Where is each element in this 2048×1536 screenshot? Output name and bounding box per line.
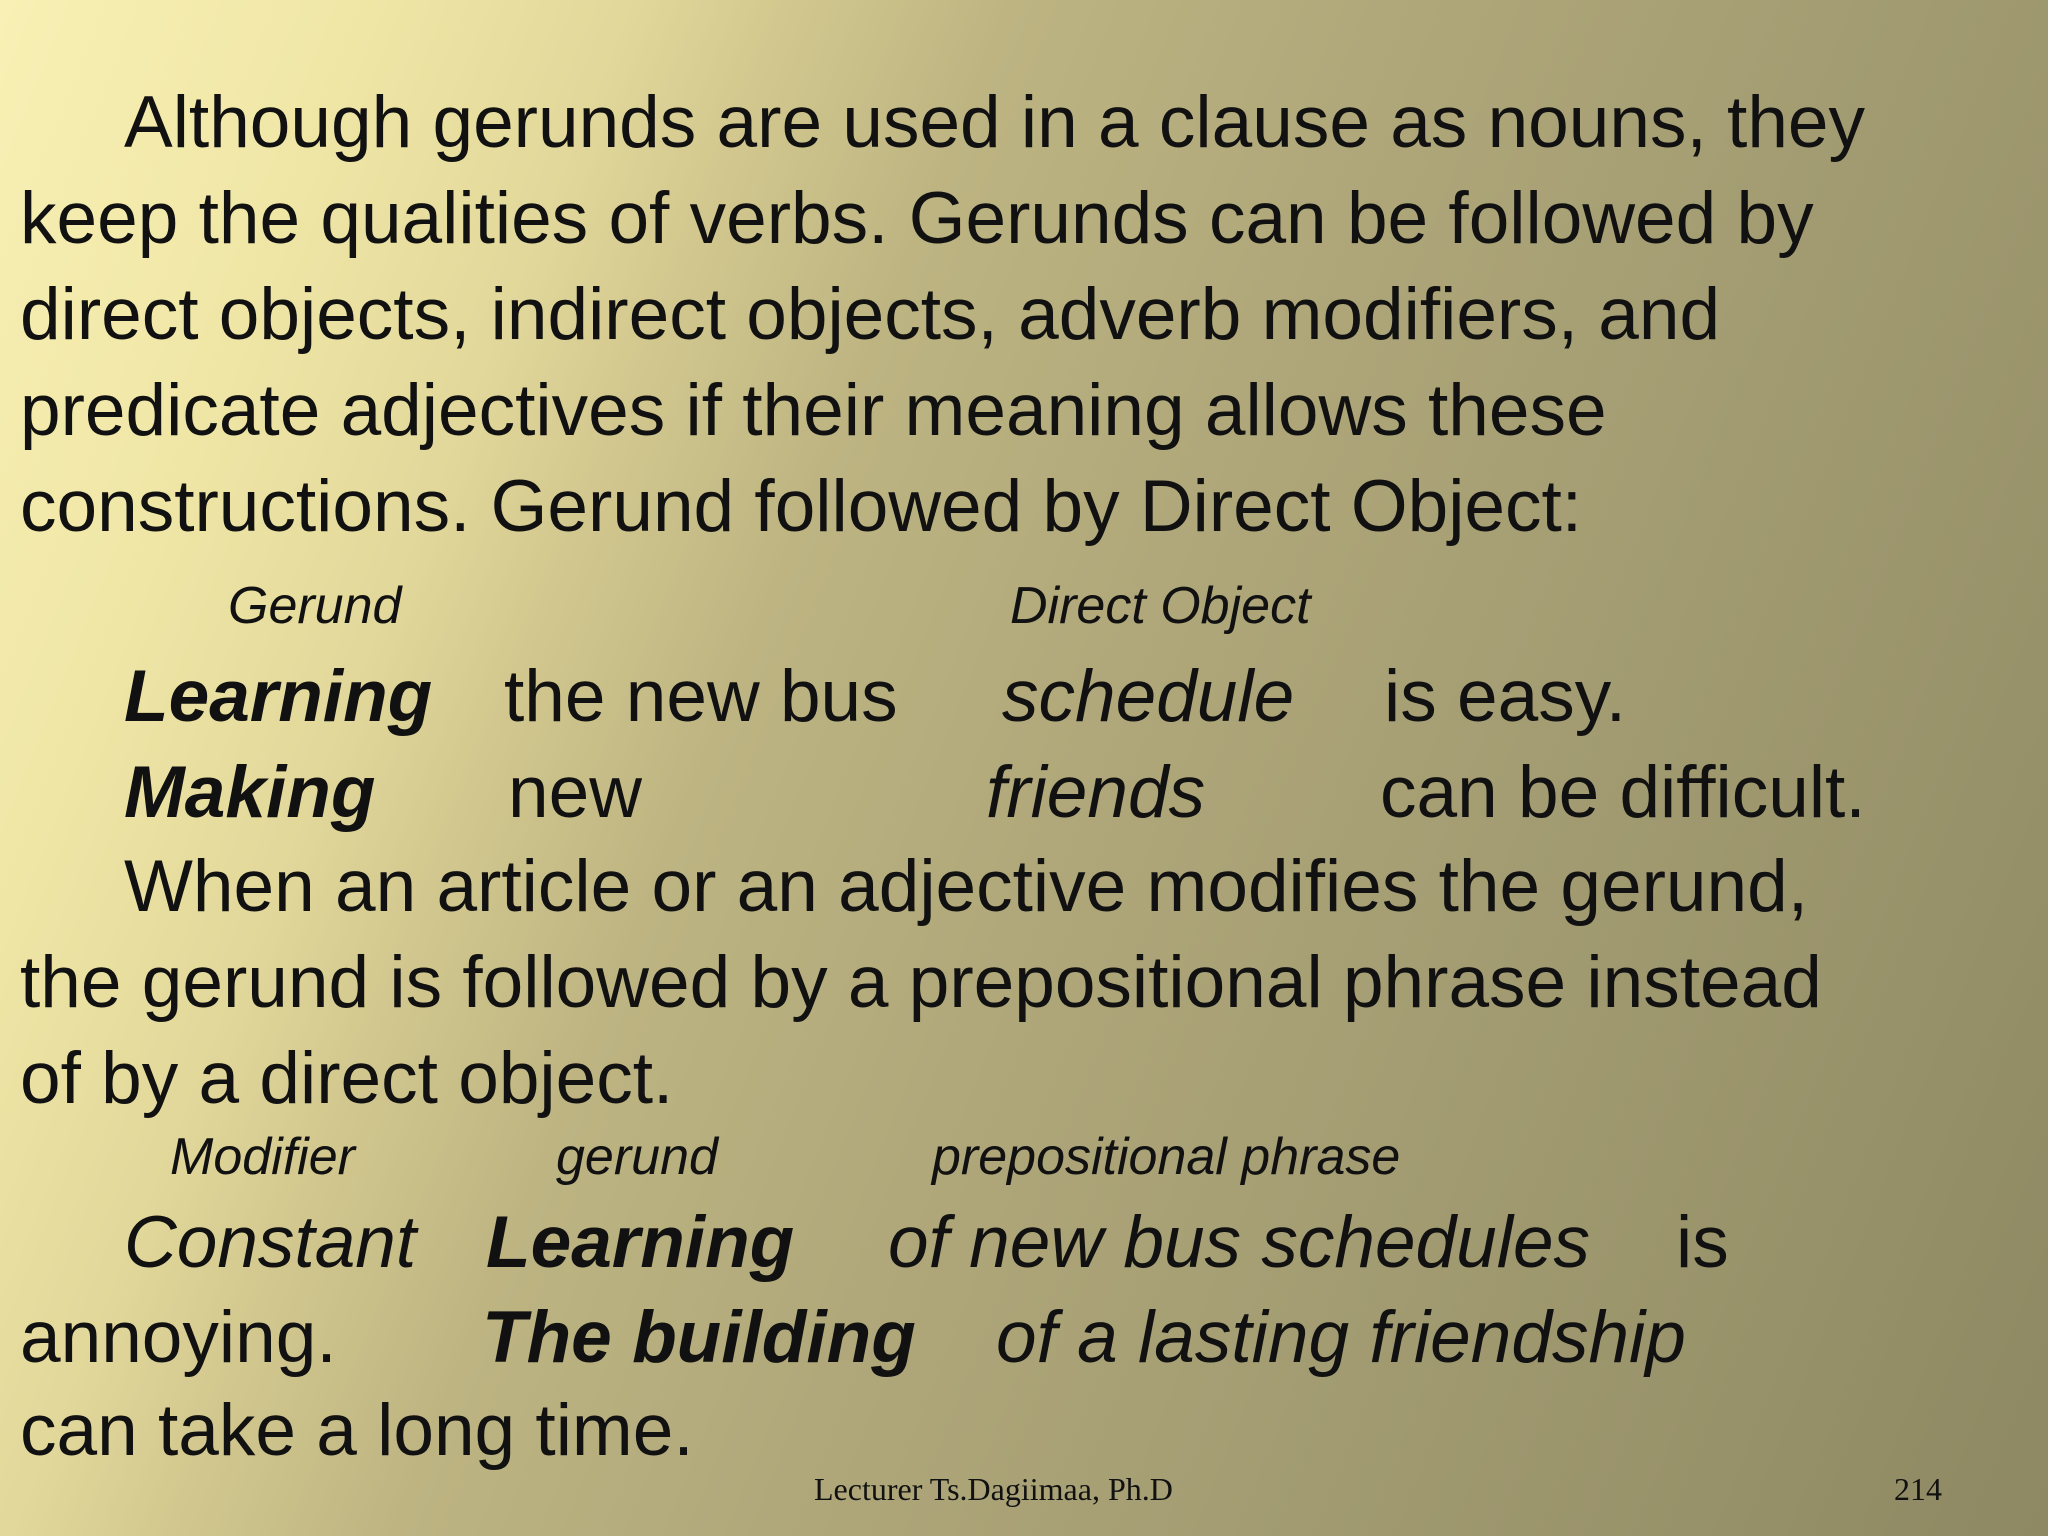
label-gerund: Gerund xyxy=(228,577,402,635)
label-direct-object: Direct Object xyxy=(1010,577,1311,635)
example2-gerund: Learning xyxy=(486,1202,795,1283)
label-modifier: Modifier xyxy=(170,1128,355,1186)
label-prepositional-phrase: prepositional phrase xyxy=(932,1128,1401,1186)
example1-row2-rest: can be difficult. xyxy=(1380,752,1866,833)
example2-line3: can take a long time. xyxy=(20,1390,694,1471)
example1-row1-gerund: Learning xyxy=(124,656,433,737)
footer-page-number: 214 xyxy=(1894,1471,1942,1507)
paragraph1-line-2: keep the qualities of verbs. Gerunds can be followed by xyxy=(20,178,1814,259)
paragraph1-line-3: direct objects, indirect objects, adverb modifiers, and xyxy=(20,274,1721,355)
example2-tail: is xyxy=(1676,1202,1729,1283)
paragraph2-line-1: When an article or an adjective modifies the gerund, xyxy=(124,846,1808,927)
example1-row2-object: friends xyxy=(986,752,1206,833)
paragraph2-line-3: of by a direct object. xyxy=(20,1038,674,1119)
example2-phrase2: of a lasting friendship xyxy=(996,1297,1686,1378)
example2-modifier: Constant xyxy=(124,1202,417,1283)
paragraph1-line-5: constructions. Gerund followed by Direct Object: xyxy=(20,466,1583,547)
paragraph1-line-1: Although gerunds are used in a clause as nouns, they xyxy=(124,82,1866,163)
paragraph2-line-2: the gerund is followed by a prepositional phrase instead xyxy=(20,942,1822,1023)
example1-row1-object: schedule xyxy=(1002,656,1295,737)
example2-line2-start: annoying. xyxy=(20,1297,337,1378)
example1-row2-middle: new xyxy=(508,752,642,833)
example1-row1-middle: the new bus xyxy=(504,656,898,737)
example1-row1-rest: is easy. xyxy=(1384,656,1627,737)
label-gerund-lower: gerund xyxy=(556,1128,718,1186)
footer-author: Lecturer Ts.Dagiimaa, Ph.D xyxy=(814,1471,1173,1507)
example2-gerund2: The building xyxy=(482,1297,916,1378)
example1-row2-gerund: Making xyxy=(124,752,376,833)
example2-phrase: of new bus schedules xyxy=(888,1202,1591,1283)
paragraph1-line-4: predicate adjectives if their meaning allows these xyxy=(20,370,1607,451)
